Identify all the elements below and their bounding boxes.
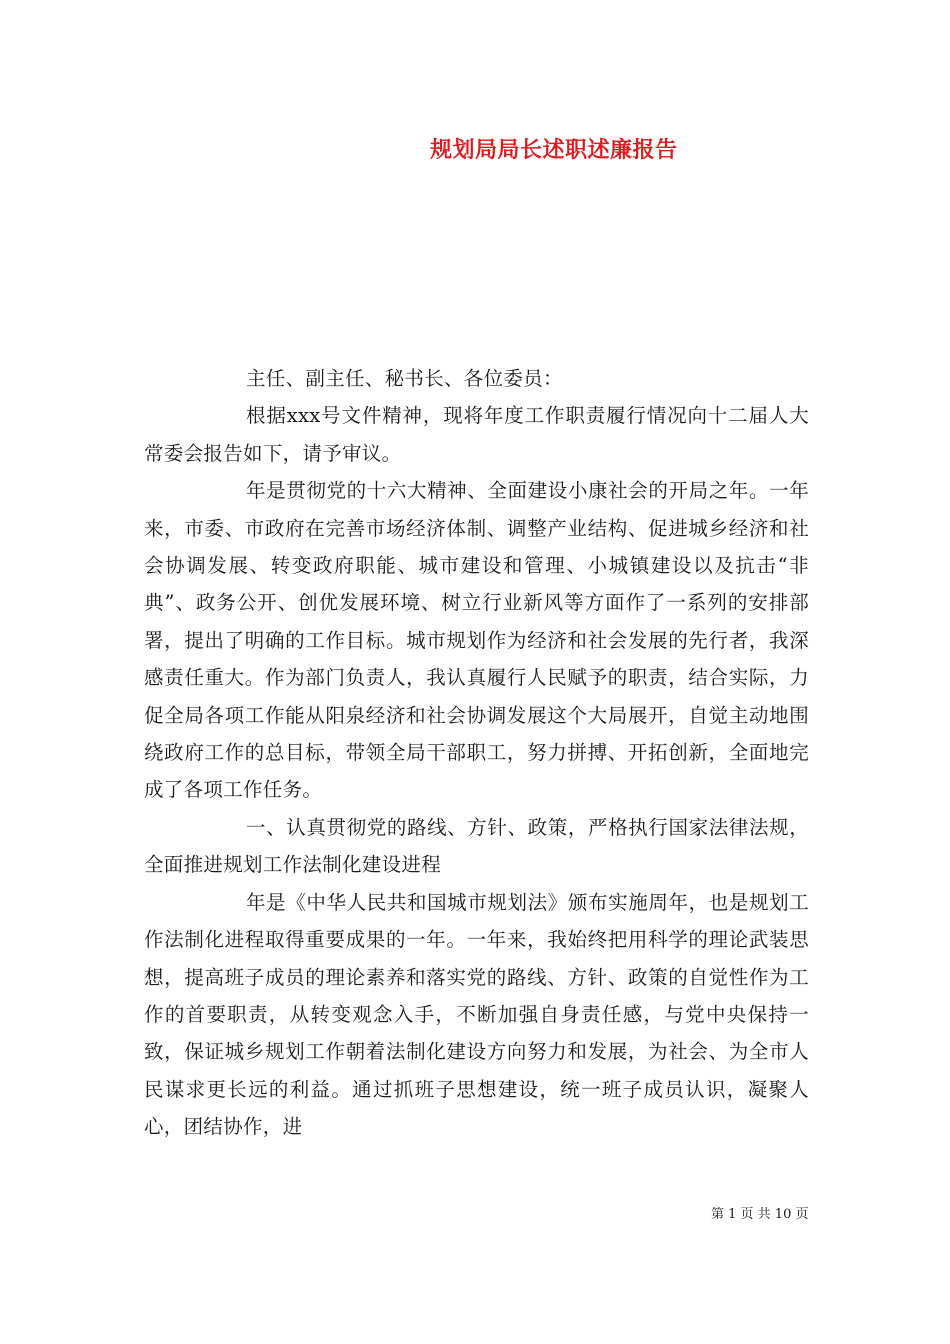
body-paragraph: 年是贯彻党的十六大精神、全面建设小康社会的开局之年。一年来，市委、市政府在完善市场经济体制、调整产业结构、促进城乡经济和社会协调发展、转变政府职能、城市建设和管理、小城镇建设以及抗击“非典”、政务公开、创优发展环境、树立行业新风等方面作了一系列的安排部署，提出了明确的工作目标。城市规划作为经济和社会发展的先行者，我深感责任重大。作为部门负责人，我认真履行人民赋予的职责，结合实际，力促全局各项工作能从阳泉经济和社会协调发展这个大局展开，自觉主动地围绕政府工作的总目标，带领全局干部职工，努力拼搏、开拓创新，全面地完成了各项工作任务。 [144, 479, 809, 802]
document-body [144, 360, 809, 1146]
section-heading-paragraph: 一、认真贯彻党的路线、方针、政策，严格执行国家法律法规，全面推进规划工作法制化建设进程 [144, 815, 809, 877]
body-paragraph: 根据xxx号文件精神，现将年度工作职责履行情况向十二届人大常委会报告如下，请予审议。 [144, 404, 809, 465]
document-title: 规划局局长述职述廉报告 [430, 137, 678, 163]
body-paragraph: 年是《中华人民共和国城市规划法》颁布实施周年，也是规划工作法制化进程取得重要成果的一年。一年来，我始终把用科学的理论武装思想，提高班子成员的理论素养和落实党的路线、方针、政策的自觉性作为工作的首要职责，从转变观念入手，不断加强自身责任感，与党中央保持一致，保证城乡规划工作朝着法制化建设方向努力和发展，为社会、为全市人民谋求更长远的利益。通过抓班子思想建设，统一班子成员认识，凝聚人心，团结协作，进 [144, 890, 809, 1139]
page-footer: 第 1 页 共 10 页 [711, 1207, 809, 1222]
salutation-paragraph: 主任、副主任、秘书长、各位委员： [246, 367, 563, 390]
